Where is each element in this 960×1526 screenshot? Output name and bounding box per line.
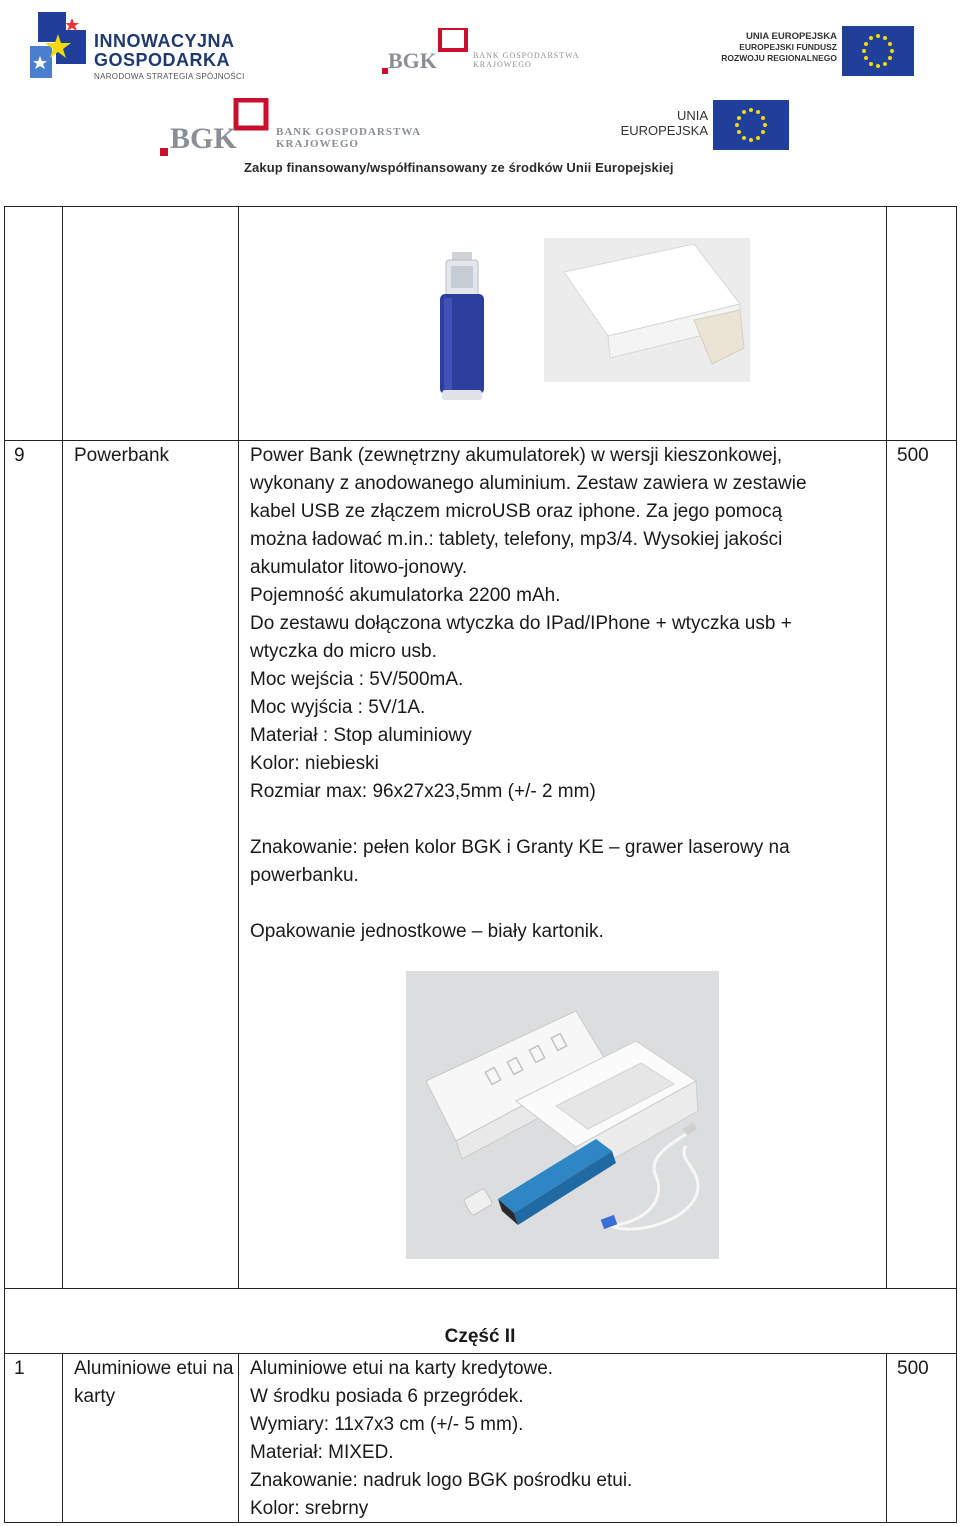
marking-line: Znakowanie: pełen kolor BGK i Granty KE – grawer laserowy na — [250, 837, 790, 858]
header-logos — [0, 0, 960, 200]
row-number: 9 — [14, 445, 25, 466]
description-line: Materiał : Stop aluminiowy — [250, 725, 472, 746]
paragraph-gap — [250, 890, 880, 918]
description-line: wtyczka do micro usb. — [250, 641, 437, 662]
description-line: Rozmiar max: 96x27x23,5mm (+/- 2 mm) — [250, 781, 596, 802]
table-row-divider — [4, 440, 957, 441]
description-line: można ładować m.in.: tablety, telefony, mp3/4. Wysokiej jakości — [250, 529, 783, 550]
table-col-divider — [886, 1353, 887, 1523]
row-number: 1 — [14, 1358, 25, 1379]
description-line: Znakowanie: nadruk logo BGK pośrodku etui. — [250, 1470, 633, 1491]
table-col-divider — [62, 1353, 63, 1523]
product-description — [250, 1355, 880, 1523]
bgk-small-name: BANK GOSPODARSTWA KRAJOWEGO — [473, 51, 580, 69]
product-name-line: Aluminiowe etui — [74, 1358, 208, 1379]
description-line: Moc wyjścia : 5V/1A. — [250, 697, 426, 718]
description-line: akumulator litowo-jonowy. — [250, 557, 468, 578]
description-line: wykonany z anodowanego aluminium. Zestaw zawiera w zestawie — [250, 473, 807, 494]
description-line: Do zestawu dołączona wtyczka do IPad/IPhone + wtyczka usb + — [250, 613, 792, 634]
innowacyjna-title: INNOWACYJNA GOSPODARKA — [94, 31, 235, 70]
description-line: Kolor: niebieski — [250, 753, 379, 774]
table-col-divider — [238, 1353, 239, 1523]
table-border-right — [956, 1353, 957, 1523]
logo-innowacyjna-gospodarka — [30, 12, 245, 87]
product-name-line: na karty — [74, 1358, 234, 1407]
funding-statement: Zakup finansowany/współfinansowany ze środków Unii Europejskiej — [244, 160, 674, 175]
table-col-divider — [62, 206, 63, 1289]
logo-ue-efrr — [712, 26, 917, 78]
table-border-right — [956, 1288, 957, 1353]
description-line: Kolor: srebrny — [250, 1498, 369, 1519]
table-border-left — [4, 206, 5, 1289]
innowacyjna-star-icon — [30, 12, 88, 82]
description-line: Moc wejścia : 5V/500mA. — [250, 669, 464, 690]
table-border-left — [4, 1353, 5, 1523]
eu-flag-icon — [713, 100, 789, 150]
logo-bgk-small — [378, 28, 593, 78]
product-name — [74, 1355, 234, 1411]
table-border-top — [4, 206, 957, 207]
product-description — [250, 442, 880, 946]
white-box-image — [544, 238, 750, 382]
description-line: Power Bank (zewnętrzny akumulatorek) w wersji kieszonkowej, — [250, 445, 783, 466]
table-col-divider — [886, 206, 887, 1289]
product-name: Powerbank — [74, 445, 170, 466]
paragraph-gap — [250, 806, 880, 834]
powerbank-set-photo — [406, 971, 719, 1259]
description-line: Wymiary: 11x7x3 cm (+/- 5 mm). — [250, 1414, 524, 1435]
powerbank-product-image — [434, 250, 490, 405]
description-line: kabel USB ze złączem microUSB oraz iphone. Za jego pomocą — [250, 501, 783, 522]
table-row-divider — [4, 1288, 957, 1289]
description-line: Aluminiowe etui na karty kredytowe. — [250, 1358, 554, 1379]
logo-ue — [610, 98, 790, 153]
ue-text: UNIA EUROPEJSKA — [620, 108, 708, 138]
section-title: Część II — [444, 1326, 516, 1347]
ue-efrr-text: UNIA EUROPEJSKA EUROPEJSKI FUNDUSZ ROZWOJU REGIONALNEGO — [721, 31, 837, 63]
table-border-right — [956, 206, 957, 1289]
product-quantity: 500 — [897, 445, 929, 466]
table-row-divider — [4, 1353, 957, 1354]
logo-bgk-large — [158, 98, 428, 160]
description-line: W środku posiada 6 przegródek. — [250, 1386, 524, 1407]
bgk-large-word: BGK — [170, 122, 237, 155]
product-quantity: 500 — [897, 1358, 929, 1379]
description-line: Materiał: MIXED. — [250, 1442, 394, 1463]
table-col-divider — [238, 206, 239, 1289]
description-line: Pojemność akumulatorka 2200 mAh. — [250, 585, 561, 606]
marking-line: powerbanku. — [250, 865, 359, 886]
innowacyjna-subtitle: NARODOWA STRATEGIA SPÓJNOŚCI — [94, 72, 245, 81]
bgk-large-name: BANK GOSPODARSTWA KRAJOWEGO — [276, 126, 422, 150]
packaging-line: Opakowanie jednostkowe – biały kartonik. — [250, 921, 604, 942]
eu-flag-icon — [842, 26, 914, 76]
bgk-small-word: BGK — [388, 48, 437, 73]
